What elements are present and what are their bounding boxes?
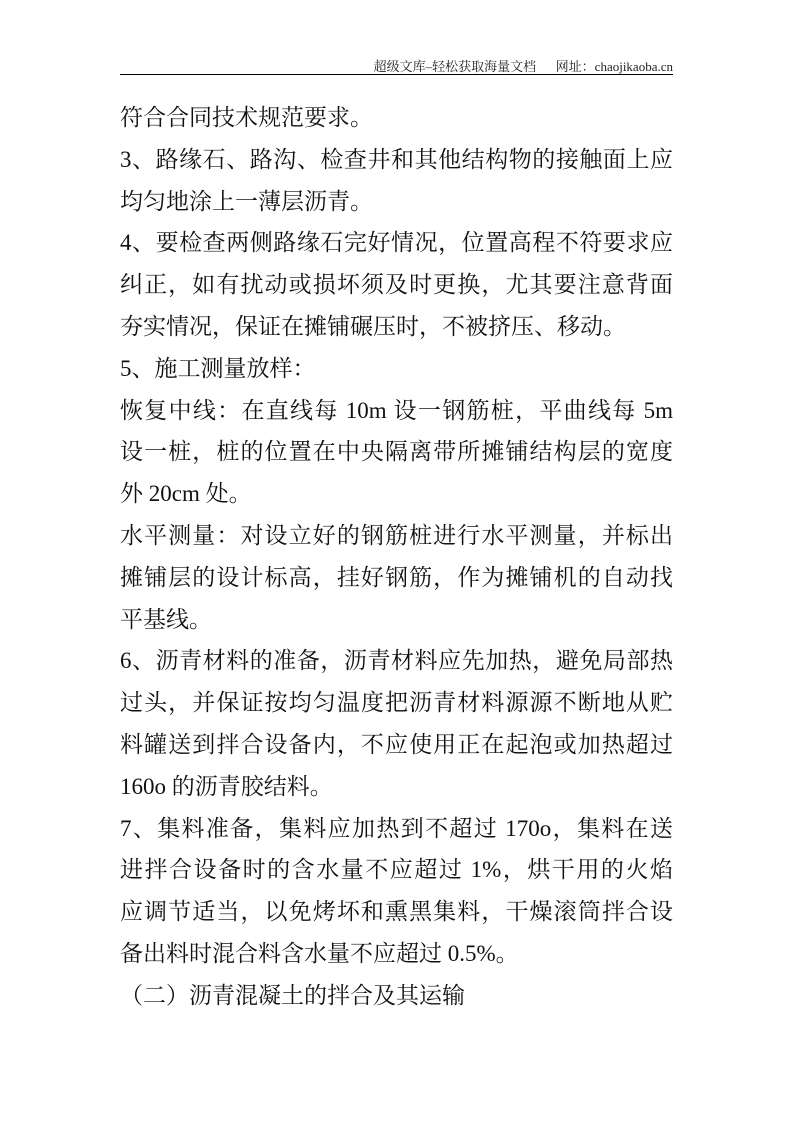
text-line: 5、施工测量放样： (120, 355, 316, 381)
page-header (120, 56, 673, 75)
text-line: 料罐送到拌合设备内，不应使用正在起泡或加热超过 (120, 731, 673, 757)
text-line: 夯实情况，保证在摊铺碾压时，不被挤压、移动。 (120, 313, 626, 339)
text-line: 过头，并保证按均匀温度把沥青材料源源不断地从贮 (120, 690, 673, 716)
text-line: 设一桩，桩的位置在中央隔离带所摊铺结构层的宽度 (120, 439, 673, 465)
text-line: 外 20cm 处。 (120, 481, 252, 507)
text-line: 160o 的沥青胶结料。 (120, 773, 333, 799)
text-line: 3、路缘石、路沟、检查井和其他结构物的接触面上应 (120, 146, 673, 172)
header-divider (120, 74, 673, 75)
text-line: 6、沥青材料的准备，沥青材料应先加热，避免局部热 (120, 648, 673, 674)
text-line: 纠正，如有扰动或损坏须及时更换，尤其要注意背面 (120, 272, 673, 298)
header-site-text: 超级文库–轻松获取海量文档 (373, 59, 537, 74)
text-line: 4、要检查两侧路缘石完好情况，位置高程不符要求应 (120, 230, 673, 256)
text-line: 进拌合设备时的含水量不应超过 1%，烘干用的火焰 (120, 857, 673, 883)
text-line: 摊铺层的设计标高，挂好钢筋，作为摊铺机的自动找 (120, 564, 673, 590)
text-line: 备出料时混合料含水量不应超过 0.5%。 (120, 940, 519, 966)
text-line: （二）沥青混凝土的拌合及其运输 (120, 982, 465, 1008)
text-line: 符合合同技术规范要求。 (120, 105, 373, 130)
text-line: 水平测量：对设立好的钢筋桩进行水平测量，并标出 (120, 522, 673, 548)
header-url-text: 网址：chaojikaoba.cn (555, 59, 673, 74)
text-line: 应调节适当，以免烤坏和熏黑集料，干燥滚筒拌合设 (120, 899, 673, 925)
text-line: 7、集料准备，集料应加热到不超过 170o，集料在送 (120, 815, 673, 841)
text-line: 均匀地涂上一薄层沥青。 (120, 188, 373, 214)
text-line: 恢复中线：在直线每 10m 设一钢筋桩，平曲线每 5m (120, 397, 673, 423)
text-line: 平基线。 (120, 606, 212, 632)
document-body (120, 97, 673, 1017)
